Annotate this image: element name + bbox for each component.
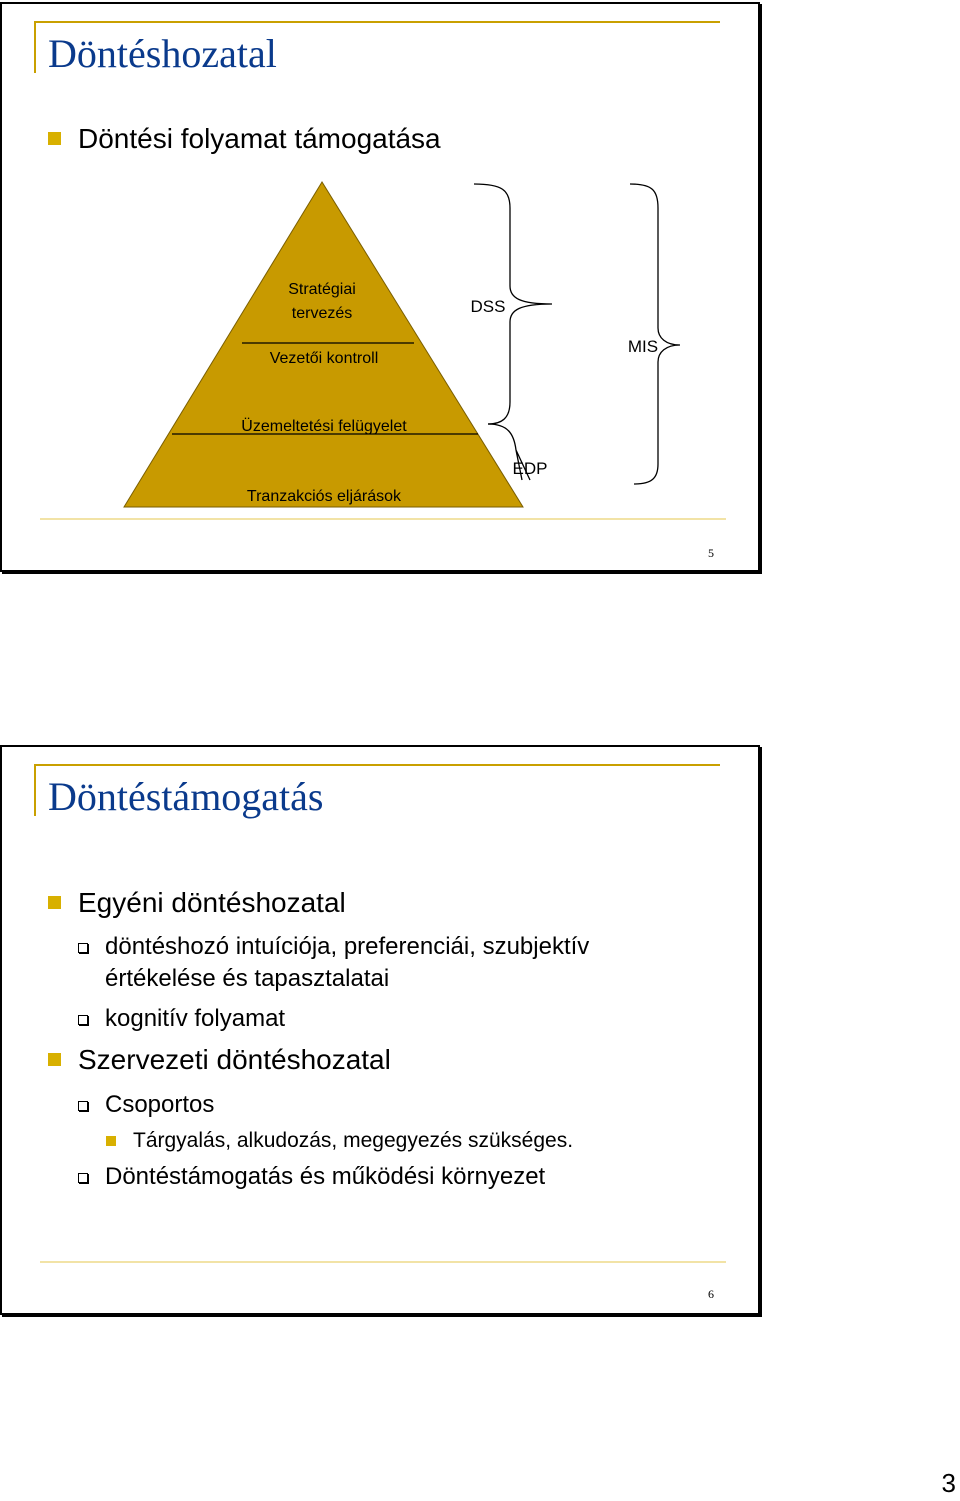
slide-title: Döntéshozatal (48, 31, 277, 76)
slide-title: Döntéstámogatás (48, 774, 324, 819)
checkbox-bullet-icon (78, 1173, 88, 1183)
page-number: 5 (708, 546, 714, 560)
sub-bullet-text: Csoportos (105, 1091, 215, 1118)
level-management: Vezetői kontroll (269, 350, 379, 367)
level-operational: Üzemeltetési felügyelet (241, 418, 407, 435)
sub-bullet-text: kognitív folyamat (105, 1005, 286, 1032)
slide-6 (0, 745, 760, 1315)
level-strategic-2: tervezés (291, 305, 353, 322)
mis-label: MIS (627, 337, 659, 356)
footer-rule (40, 518, 726, 520)
pyramid-diagram (2, 4, 758, 524)
sub-bullet-text: értékelése és tapasztalatai (105, 965, 390, 992)
level-strategic-1: Stratégiai (288, 281, 356, 298)
edp-label: EDP (512, 459, 548, 478)
mis-brace (627, 184, 680, 484)
dss-label: DSS (470, 297, 506, 316)
title-rule (34, 764, 720, 766)
pyramid-shape (124, 182, 523, 507)
footer-rule (40, 1261, 726, 1263)
checkbox-bullet-icon (78, 943, 88, 953)
slide-5 (0, 2, 760, 572)
level-transactional: Tranzakciós eljárások (246, 488, 402, 505)
square-bullet-icon (106, 1136, 116, 1146)
title-rule-vertical (34, 764, 36, 816)
bullet-text: Döntési folyamat támogatása (78, 123, 441, 154)
checkbox-bullet-icon (78, 1101, 88, 1111)
page-number: 6 (708, 1287, 714, 1301)
document-page-number: 3 (941, 1468, 956, 1498)
checkbox-bullet-icon (78, 1015, 88, 1025)
square-bullet-icon (48, 896, 61, 909)
sub-sub-bullet-text: Tárgyalás, alkudozás, megegyezés szükséges. (133, 1129, 574, 1152)
square-bullet-icon (48, 1053, 61, 1066)
bullet-text: Egyéni döntéshozatal (78, 887, 346, 918)
sub-bullet-text: Döntéstámogatás és működési környezet (105, 1163, 546, 1190)
sub-bullet-text: döntéshozó intuíciója, preferenciái, szubjektív (105, 933, 590, 960)
bullet-text: Szervezeti döntéshozatal (78, 1044, 391, 1075)
